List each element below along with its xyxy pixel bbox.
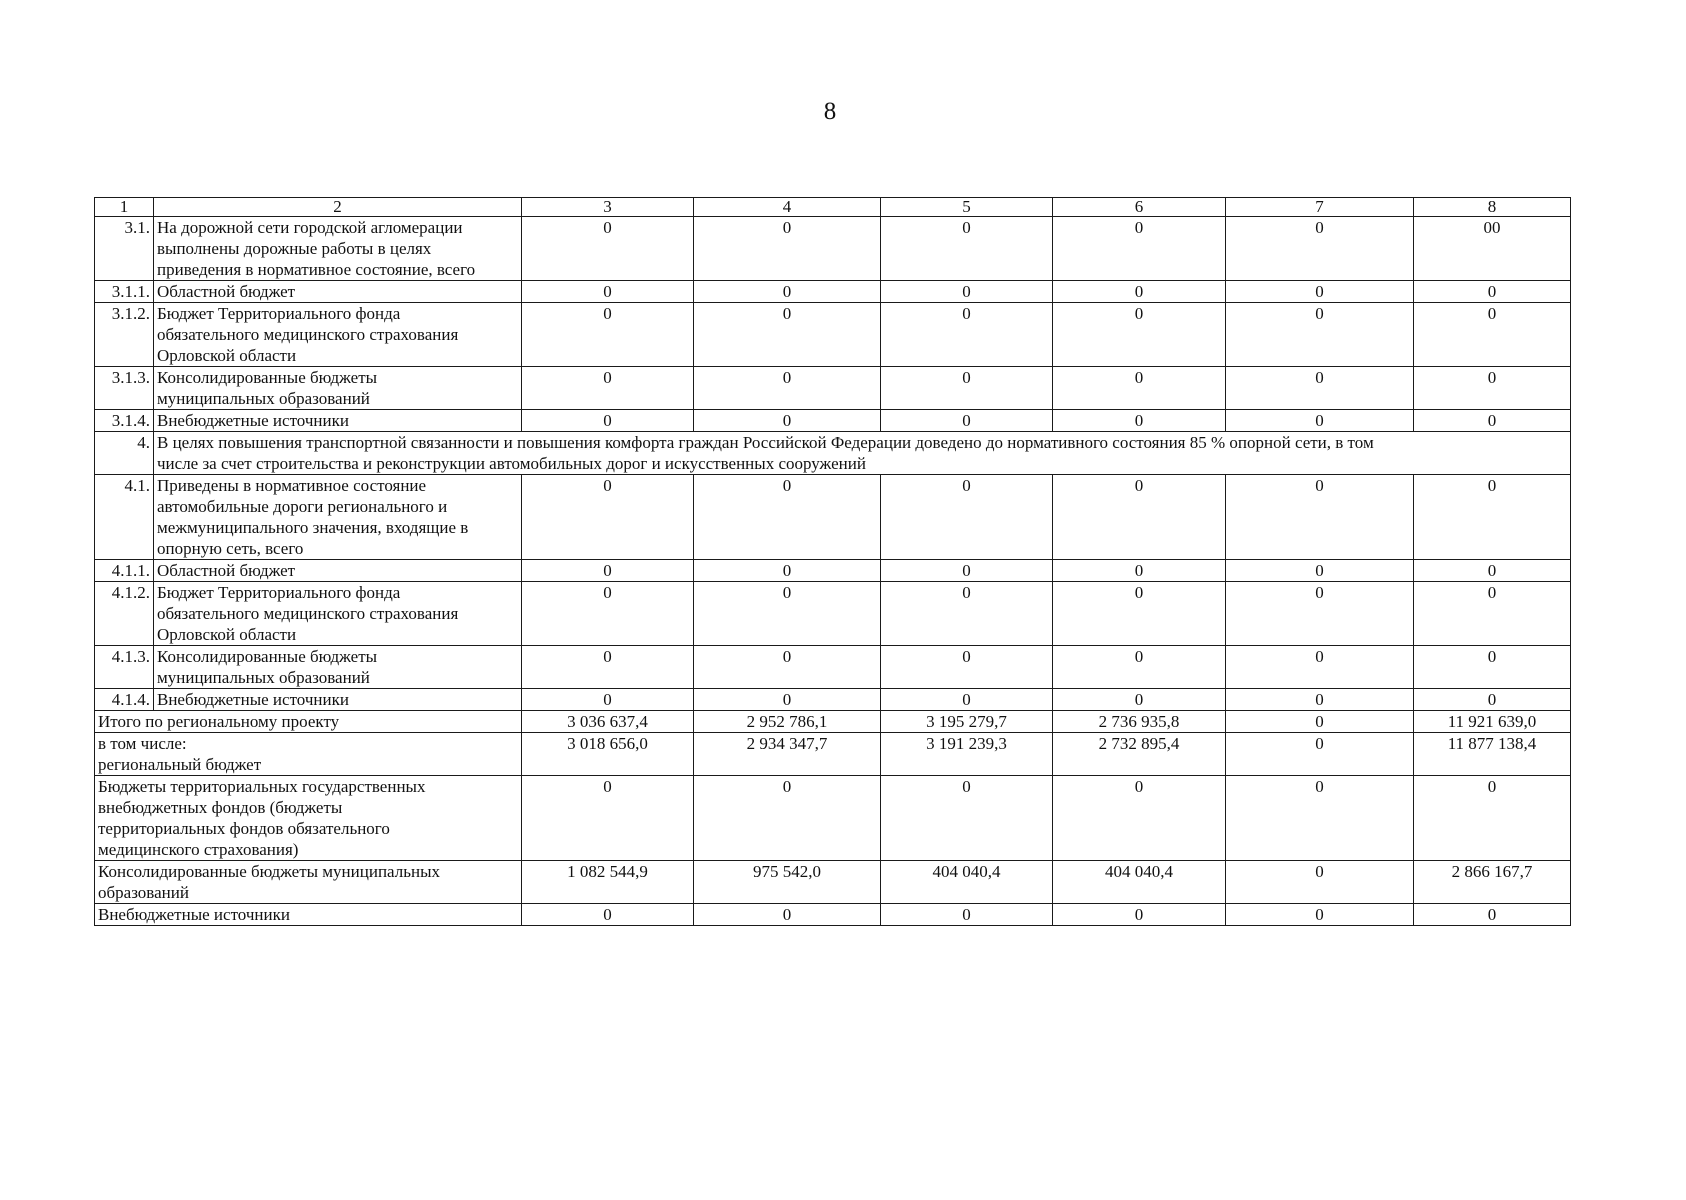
row-name-line: межмуниципального значения, входящие в (157, 518, 469, 537)
total-label-line: Итого по региональному проекту (98, 712, 340, 731)
value-cell: 0 (1053, 475, 1226, 560)
value-cell: 0 (694, 646, 881, 689)
value-cell: 0 (522, 689, 694, 711)
total-row (95, 776, 1571, 861)
row-name (154, 646, 522, 689)
header-cell: 5 (881, 198, 1053, 217)
value-cell: 0 (522, 776, 694, 861)
value-cell: 0 (694, 303, 881, 367)
row-name (154, 303, 522, 367)
value-cell: 0 (522, 410, 694, 432)
total-label (95, 776, 522, 861)
row-name (154, 560, 522, 582)
value-cell: 3 191 239,3 (881, 733, 1053, 776)
value-cell: 0 (522, 217, 694, 281)
row-name-line: выполнены дорожные работы в целях (157, 239, 432, 258)
value-cell: 404 040,4 (881, 861, 1053, 904)
value-cell: 0 (1226, 367, 1414, 410)
table-row (95, 646, 1571, 689)
value-cell: 0 (1226, 711, 1414, 733)
total-label-line: Внебюджетные источники (98, 905, 290, 924)
section-row (95, 432, 1571, 475)
row-name-line: обязательного медицинского страхования (157, 604, 459, 623)
value-cell: 0 (1226, 475, 1414, 560)
table-row (95, 410, 1571, 432)
value-cell: 2 732 895,4 (1053, 733, 1226, 776)
value-cell: 0 (694, 776, 881, 861)
value-cell: 0 (1414, 646, 1571, 689)
row-number: 3.1.3. (95, 367, 154, 410)
value-cell: 0 (1414, 475, 1571, 560)
row-name-line: муниципальных образований (157, 668, 370, 687)
total-label-line: медицинского страхования) (98, 840, 299, 859)
value-cell: 0 (522, 367, 694, 410)
table-row (95, 303, 1571, 367)
value-cell: 0 (694, 281, 881, 303)
value-cell: 0 (1053, 410, 1226, 432)
value-cell: 0 (1053, 281, 1226, 303)
value-cell: 0 (1414, 410, 1571, 432)
row-name-line: Консолидированные бюджеты (157, 368, 378, 387)
header-cell: 1 (95, 198, 154, 217)
total-label (95, 711, 522, 733)
table-row (95, 475, 1571, 560)
value-cell: 0 (1414, 303, 1571, 367)
total-label-line: внебюджетных фондов (бюджеты (98, 798, 343, 817)
value-cell: 0 (1414, 281, 1571, 303)
row-name (154, 367, 522, 410)
value-cell: 0 (522, 904, 694, 926)
row-name-line: Бюджет Территориального фонда (157, 304, 401, 323)
value-cell: 0 (1053, 560, 1226, 582)
value-cell: 0 (522, 303, 694, 367)
value-cell: 1 082 544,9 (522, 861, 694, 904)
row-name-line: Приведены в нормативное состояние (157, 476, 427, 495)
value-cell: 0 (1053, 367, 1226, 410)
value-cell: 0 (1414, 689, 1571, 711)
value-cell: 0 (1053, 646, 1226, 689)
value-cell: 0 (694, 475, 881, 560)
total-label-line: Бюджеты территориальных государственных (98, 777, 426, 796)
value-cell: 0 (1414, 367, 1571, 410)
value-cell: 0 (1226, 303, 1414, 367)
row-name-line: Орловской области (157, 346, 297, 365)
row-name-line: приведения в нормативное состояние, всего (157, 260, 476, 279)
value-cell: 0 (1226, 904, 1414, 926)
row-number: 3.1.4. (95, 410, 154, 432)
value-cell: 0 (1226, 410, 1414, 432)
value-cell: 3 018 656,0 (522, 733, 694, 776)
row-number: 4.1.4. (95, 689, 154, 711)
value-cell: 2 952 786,1 (694, 711, 881, 733)
row-name-line: обязательного медицинского страхования (157, 325, 459, 344)
row-name-line: автомобильные дороги регионального и (157, 497, 448, 516)
row-name-line: Внебюджетные источники (157, 411, 349, 430)
table-row (95, 689, 1571, 711)
total-label (95, 733, 522, 776)
page-number: 8 (823, 98, 837, 125)
section-description-line: В целях повышения транспортной связанности и повышения комфорта граждан Российской Федерации доведено до нормативного состояния 85 % опорной сети, в том (157, 433, 1374, 452)
value-cell: 0 (881, 303, 1053, 367)
section-number: 4. (95, 432, 154, 475)
row-name (154, 475, 522, 560)
value-cell: 0 (694, 582, 881, 646)
value-cell: 0 (1414, 582, 1571, 646)
total-row (95, 861, 1571, 904)
table-row (95, 582, 1571, 646)
row-number: 4.1.2. (95, 582, 154, 646)
row-name-line: Областной бюджет (157, 561, 296, 580)
total-label-line: региональный бюджет (98, 755, 262, 774)
table-row (95, 367, 1571, 410)
table-row (95, 281, 1571, 303)
row-name (154, 217, 522, 281)
total-label-line: Консолидированные бюджеты муниципальных (98, 862, 441, 881)
value-cell: 0 (881, 367, 1053, 410)
value-cell: 0 (694, 904, 881, 926)
value-cell: 0 (1226, 281, 1414, 303)
value-cell: 3 036 637,4 (522, 711, 694, 733)
value-cell: 975 542,0 (694, 861, 881, 904)
total-label (95, 861, 522, 904)
value-cell: 0 (1414, 776, 1571, 861)
total-row (95, 711, 1571, 733)
total-row (95, 733, 1571, 776)
section-description (154, 432, 1571, 475)
value-cell: 0 (1053, 776, 1226, 861)
value-cell: 0 (1226, 861, 1414, 904)
header-cell: 6 (1053, 198, 1226, 217)
value-cell: 0 (694, 367, 881, 410)
row-number: 3.1.2. (95, 303, 154, 367)
row-name-line: На дорожной сети городской агломерации (157, 218, 463, 237)
header-cell: 8 (1414, 198, 1571, 217)
row-name-line: Орловской области (157, 625, 297, 644)
row-name (154, 582, 522, 646)
value-cell: 0 (881, 646, 1053, 689)
row-name-line: опорную сеть, всего (157, 539, 304, 558)
value-cell: 0 (1226, 560, 1414, 582)
value-cell: 0 (1226, 689, 1414, 711)
row-number: 4.1.1. (95, 560, 154, 582)
total-row (95, 904, 1571, 926)
total-label (95, 904, 522, 926)
value-cell: 0 (522, 475, 694, 560)
value-cell: 0 (1226, 582, 1414, 646)
value-cell: 0 (881, 776, 1053, 861)
header-cell: 7 (1226, 198, 1414, 217)
value-cell: 0 (522, 646, 694, 689)
row-number: 4.1. (95, 475, 154, 560)
header-cell: 2 (154, 198, 522, 217)
table-row (95, 560, 1571, 582)
value-cell: 404 040,4 (1053, 861, 1226, 904)
value-cell: 3 195 279,7 (881, 711, 1053, 733)
value-cell: 11 921 639,0 (1414, 711, 1571, 733)
value-cell: 0 (1414, 560, 1571, 582)
value-cell: 0 (1053, 689, 1226, 711)
value-cell: 0 (694, 410, 881, 432)
value-cell: 0 (1053, 582, 1226, 646)
value-cell: 0 (1226, 733, 1414, 776)
value-cell: 0 (881, 217, 1053, 281)
row-name-line: Внебюджетные источники (157, 690, 349, 709)
value-cell: 0 (522, 582, 694, 646)
row-name (154, 281, 522, 303)
total-label-line: в том числе: (98, 734, 187, 753)
value-cell: 0 (881, 410, 1053, 432)
value-cell: 0 (694, 560, 881, 582)
total-label-line: территориальных фондов обязательного (98, 819, 390, 838)
value-cell: 0 (1226, 646, 1414, 689)
value-cell: 0 (881, 560, 1053, 582)
section-description-line: числе за счет строительства и реконструкции автомобильных дорог и искусственных сооружений (157, 454, 866, 473)
value-cell: 0 (694, 217, 881, 281)
row-name-line: муниципальных образований (157, 389, 370, 408)
row-number: 3.1.1. (95, 281, 154, 303)
row-number: 4.1.3. (95, 646, 154, 689)
row-name-line: Консолидированные бюджеты (157, 647, 378, 666)
budget-table (94, 197, 1571, 926)
row-number: 3.1. (95, 217, 154, 281)
table-row (95, 217, 1571, 281)
row-name (154, 689, 522, 711)
value-cell: 0 (881, 281, 1053, 303)
value-cell: 11 877 138,4 (1414, 733, 1571, 776)
value-cell: 0 (1226, 217, 1414, 281)
value-cell: 0 (1226, 776, 1414, 861)
value-cell: 0 (1053, 303, 1226, 367)
value-cell: 0 (522, 560, 694, 582)
value-cell: 0 (1053, 217, 1226, 281)
row-name-line: Областной бюджет (157, 282, 296, 301)
value-cell: 0 (1414, 904, 1571, 926)
row-name (154, 410, 522, 432)
value-cell: 0 (694, 689, 881, 711)
value-cell: 0 (881, 689, 1053, 711)
header-cell: 4 (694, 198, 881, 217)
value-cell: 0 (881, 904, 1053, 926)
value-cell: 00 (1414, 217, 1571, 281)
value-cell: 0 (522, 281, 694, 303)
value-cell: 2 934 347,7 (694, 733, 881, 776)
value-cell: 0 (881, 582, 1053, 646)
value-cell: 2 866 167,7 (1414, 861, 1571, 904)
value-cell: 2 736 935,8 (1053, 711, 1226, 733)
row-name-line: Бюджет Территориального фонда (157, 583, 401, 602)
total-label-line: образований (98, 883, 189, 902)
value-cell: 0 (1053, 904, 1226, 926)
value-cell: 0 (881, 475, 1053, 560)
header-cell: 3 (522, 198, 694, 217)
header-row (95, 198, 1571, 217)
